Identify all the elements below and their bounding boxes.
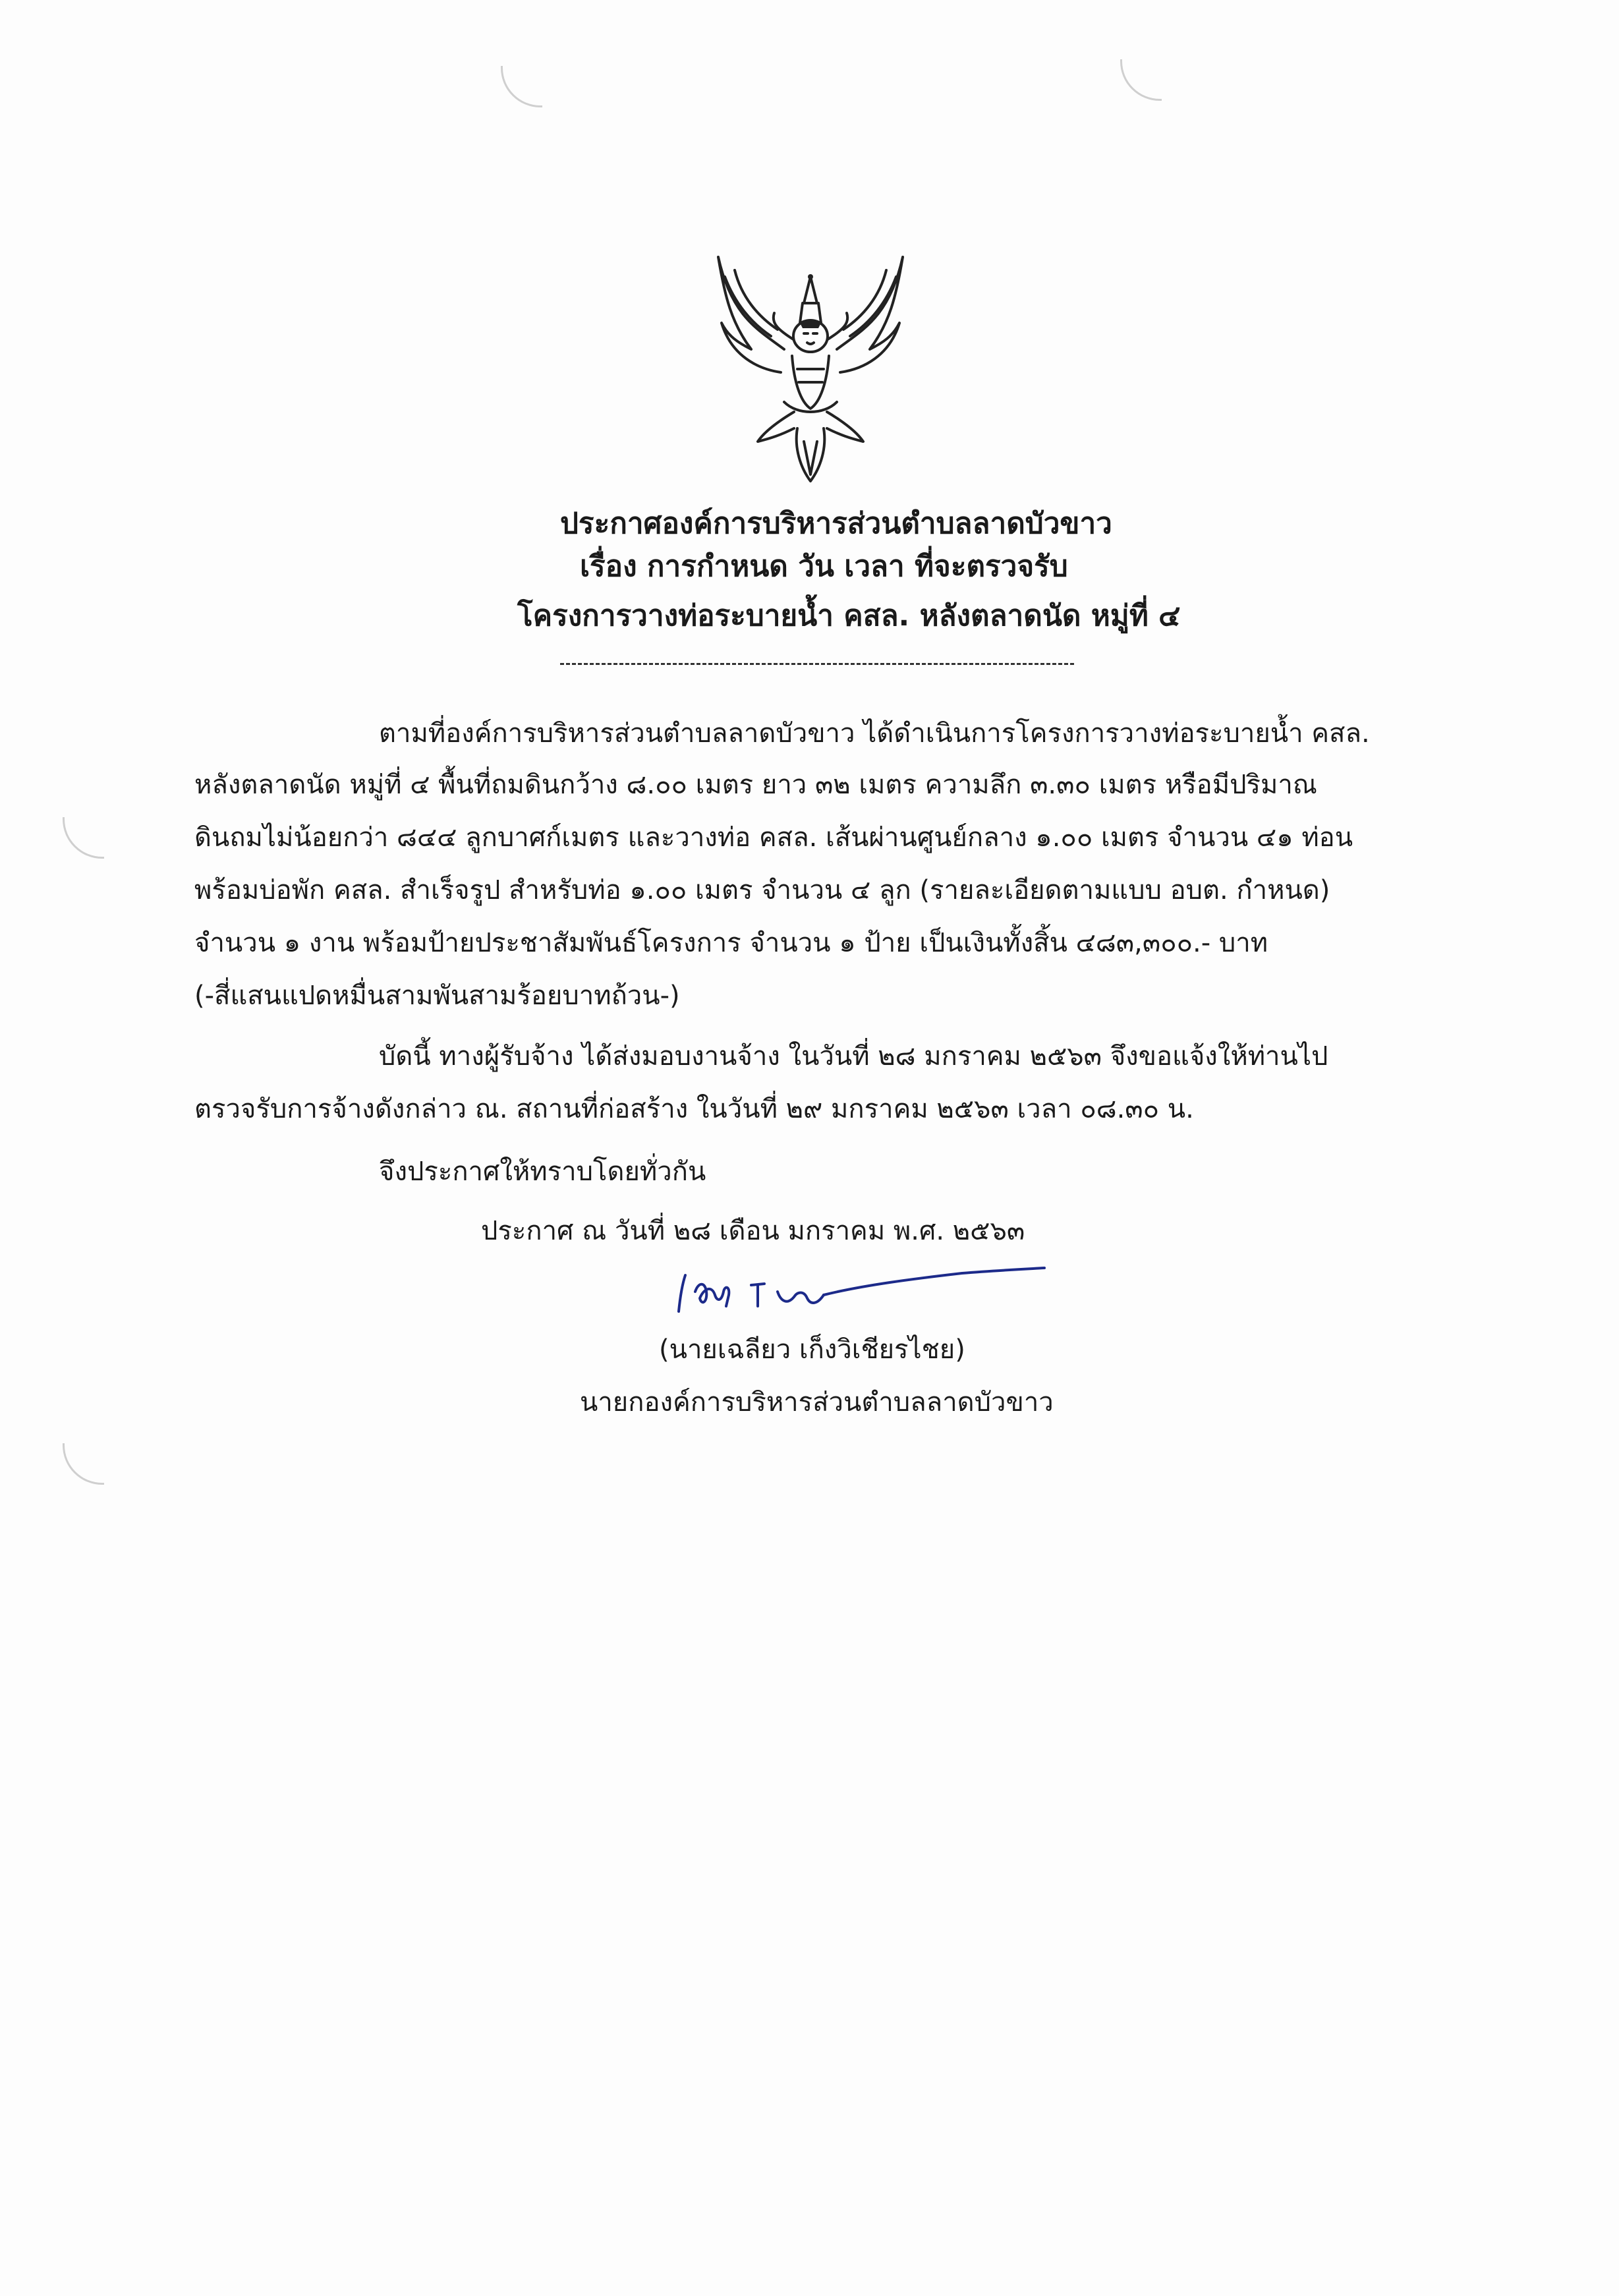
punch-mark-low-left [63, 1443, 104, 1485]
paragraph-2-line-1: บัดนี้ ทางผู้รับจ้าง ได้ส่งมอบงานจ้าง ในวันที่ ๒๘ มกราคม ๒๕๖๓ จึงขอแจ้งให้ท่านไป [379, 1041, 1328, 1072]
garuda-emblem-icon [705, 250, 916, 488]
paragraph-2-line-2: ตรวจรับการจ้างดังกล่าว ณ. สถานที่ก่อสร้าง ในวันที่ ๒๙ มกราคม ๒๕๖๓ เวลา ๐๘.๓๐ น. [194, 1094, 1194, 1124]
paragraph-1-line-4: พร้อมบ่อพัก คสล. สำเร็จรูป สำหรับท่อ ๑.๐๐ เมตร จำนวน ๔ ลูก (รายละเอียดตามแบบ อบต. กำหนด) [194, 875, 1330, 905]
announcement-title: ประกาศองค์การบริหารส่วนตำบลลาดบัวขาว [560, 507, 1112, 540]
punch-mark-mid-left [63, 817, 104, 859]
signer-title: นายกองค์การบริหารส่วนตำบลลาดบัวขาว [580, 1387, 1054, 1418]
paragraph-1-line-2: หลังตลาดนัด หมู่ที่ ๔ พื้นที่ถมดินกว้าง ๘.๐๐ เมตร ยาว ๓๒ เมตร ความลึก ๓.๓๐ เมตร หรือมีปริมาณ [194, 770, 1317, 800]
paragraph-1-line-1: ตามที่องค์การบริหารส่วนตำบลลาดบัวขาว ได้ดำเนินการโครงการวางท่อระบายน้ำ คสล. [379, 718, 1370, 749]
closing-statement: จึงประกาศให้ทราบโดยทั่วกัน [379, 1157, 706, 1187]
paragraph-1-line-5: จำนวน ๑ งาน พร้อมป้ายประชาสัมพันธ์โครงการ จำนวน ๑ ป้าย เป็นเงินทั้งสิ้น ๔๘๓,๓๐๐.- บาท [194, 928, 1268, 958]
announcement-project: โครงการวางท่อระบายน้ำ คสล. หลังตลาดนัด หมู่ที่ ๔ [517, 599, 1181, 633]
heading-divider [560, 663, 1074, 665]
punch-mark-top-right [1120, 59, 1162, 101]
handwritten-signature [666, 1265, 1048, 1325]
announcement-date: ประกาศ ณ วันที่ ๒๘ เดือน มกราคม พ.ศ. ๒๕๖๓ [481, 1216, 1025, 1246]
announcement-subject: เรื่อง การกำหนด วัน เวลา ที่จะตรวจรับ [580, 550, 1068, 583]
paragraph-1-line-6: (-สี่แสนแปดหมื่นสามพันสามร้อยบาทถ้วน-) [194, 981, 680, 1011]
punch-mark-top-left [501, 66, 542, 107]
paragraph-1-line-3: ดินถมไม่น้อยกว่า ๘๔๔ ลูกบาศก์เมตร และวางท่อ คสล. เส้นผ่านศูนย์กลาง ๑.๐๐ เมตร จำนวน ๔๑ ท่อน [194, 822, 1353, 853]
signer-name: (นายเฉลียว เก็งวิเชียรไชย) [659, 1335, 965, 1365]
